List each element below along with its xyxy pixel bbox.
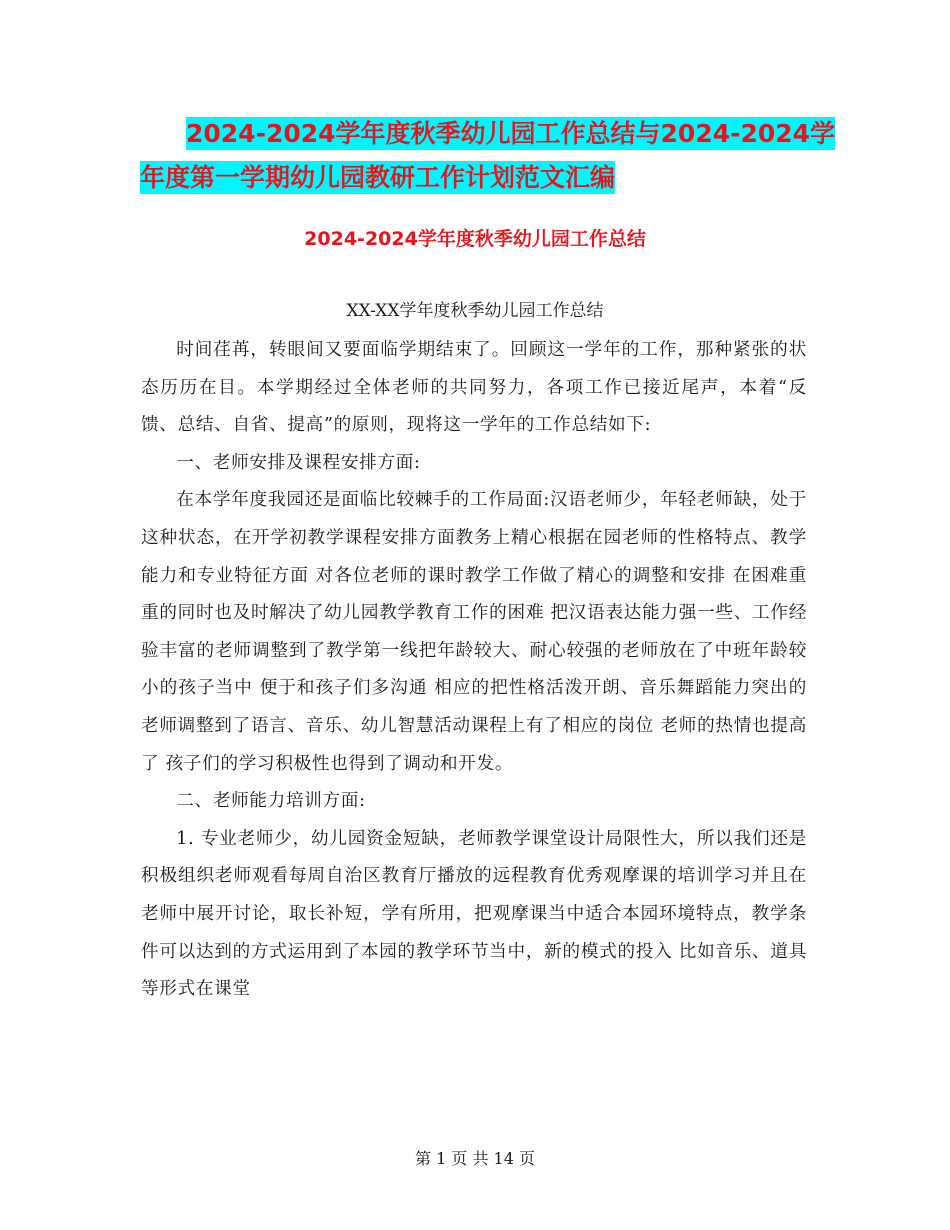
document-title [140, 112, 836, 200]
title-highlight-2: 年度第一学期幼儿园教研工作计划范文汇编 [140, 163, 616, 192]
paragraph-teacher-arrangement: 在本学年度我园还是面临比较棘手的工作局面:汉语老师少，年轻老师缺，处于这种状态，在开学初教学课程安排方面教务上精心根据在园老师的性格特点、教学能力和专业特征方面 对各位老师的课时教学工作做了精心的调整和安排 在困难重重的同时也及时解决了幼儿园教学教育工作的困难 把汉语表达能力强一些、工作经验丰富的老师调整到了教学第一线把年龄较大、耐心较强的老师放在了中班年龄较小的孩子当中 便于和孩子们多沟通 相应的把性格活泼开朗、音乐舞蹈能力突出的老师调整到了语言、音乐、幼儿智慧活动课程上有了相应的岗位 老师的热情也提高了 孩子们的学习积极性也得到了调动和开发。 [141, 490, 807, 774]
section-title: 2024-2024学年度秋季幼儿园工作总结 [304, 228, 646, 250]
paragraph-intro: 时间荏苒，转眼间又要面临学期结束了。回顾这一学年的工作，那种紧张的状态历历在目。本学期经过全体老师的共同努力，各项工作已接近尾声，本着“反馈、总结、自省、提高”的原则，现将这一学年的工作总结如下: [141, 340, 807, 436]
body-text [141, 332, 807, 1009]
document-title-line-1 [140, 112, 836, 156]
document-title-line-2 [140, 156, 830, 200]
heading-teacher-training: 二、老师能力培训方面: [176, 791, 366, 812]
page-footer: 第 1 页 共 14 页 [415, 1149, 535, 1168]
heading-teacher-arrangement: 一、老师安排及课程安排方面: [176, 452, 421, 473]
paragraph-teacher-training: 1. 专业老师少，幼儿园资金短缺，老师教学课堂设计局限性大，所以我们还是积极组织老师观看每周自治区教育厅播放的远程教育优秀观摩课的培训学习并且在老师中展开讨论，取长补短，学有所用，把观摩课当中适合本园环境特点，教学条件可以达到的方式运用到了本园的教学环节当中，新的模式的投入 比如音乐、道具等形式在课堂 [141, 828, 807, 1000]
title-highlight-1: 2024-2024学年度秋季幼儿园工作总结与2024-2024学 [186, 119, 836, 148]
sub-title: XX-XX学年度秋季幼儿园工作总结 [346, 301, 604, 321]
